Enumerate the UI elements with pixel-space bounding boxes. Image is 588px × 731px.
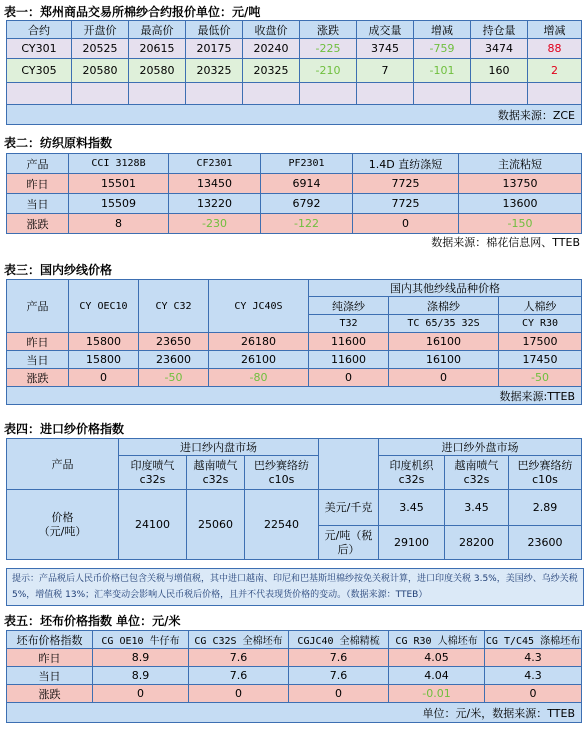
header-cell: 产品	[7, 154, 69, 174]
cell: 88	[528, 39, 582, 59]
cell: 昨日	[7, 174, 69, 194]
header-cell: CY JC40S	[209, 280, 309, 333]
header-cell: CY OEC10	[69, 280, 139, 333]
cell: 16100	[389, 333, 499, 351]
cell: 涨跌	[7, 214, 69, 234]
header-cell: 产品	[7, 280, 69, 333]
header-cell: 收盘价	[243, 21, 300, 39]
header-cell: 印度机织 c32s	[379, 456, 445, 490]
cell: 涨跌	[7, 369, 69, 387]
cell: 4.3	[485, 649, 582, 667]
cell: 涨跌	[7, 685, 93, 703]
header-cell: 越南喷气 c32s	[445, 456, 509, 490]
header-cell: 最高价	[129, 21, 186, 39]
cell: 7.6	[189, 667, 289, 685]
table5-title: 表五：坯布价格指数 单位：元/米	[4, 614, 181, 628]
header-cell: CY C32	[139, 280, 209, 333]
cell: 4.3	[485, 667, 582, 685]
cell: 7	[357, 59, 414, 83]
cell: 当日	[7, 351, 69, 369]
header-cell: 持仓量	[471, 21, 528, 39]
cell: 29100	[379, 526, 445, 560]
table-row	[7, 369, 582, 387]
cell: 7.6	[289, 649, 389, 667]
cell: 20525	[72, 39, 129, 59]
table-row	[7, 490, 582, 526]
domestic-yarn-price-table	[6, 279, 582, 405]
header-cell: T32	[309, 315, 389, 333]
header-cell: CCI 3128B	[69, 154, 169, 174]
header-cell: 成交量	[357, 21, 414, 39]
header-cell: 1.4D 直纺涤短	[353, 154, 459, 174]
price-label: 价格 （元/吨）	[7, 490, 119, 560]
cell: 17500	[499, 333, 582, 351]
header-cell: CF2301	[169, 154, 261, 174]
cell: 0	[93, 685, 189, 703]
cell: 24100	[119, 490, 187, 560]
header-cell: 巴纱赛络纺 c10s	[509, 456, 582, 490]
table-row	[7, 333, 582, 351]
cell: 0	[189, 685, 289, 703]
raw-material-index-table	[6, 153, 582, 234]
header-cell: 产品	[7, 439, 119, 490]
header-cell: 涨跌	[300, 21, 357, 39]
cell: 3745	[357, 39, 414, 59]
cell: 0	[353, 214, 459, 234]
cell: -0.01	[389, 685, 485, 703]
cell: 15800	[69, 351, 139, 369]
table-row	[7, 39, 582, 59]
cell: 25060	[187, 490, 245, 560]
cell: 20325	[186, 59, 243, 83]
cell: -50	[499, 369, 582, 387]
cell: 20580	[72, 59, 129, 83]
futures-quote-table	[6, 20, 582, 125]
header-cell: 增减	[528, 21, 582, 39]
cell: -122	[261, 214, 353, 234]
source-note: 数据来源：ZCE	[7, 105, 582, 125]
header-cell: CY R30	[499, 315, 582, 333]
table2-title: 表二：纺织原料指数	[4, 136, 113, 150]
table-row	[7, 667, 582, 685]
cell: 15800	[69, 333, 139, 351]
cell: 3474	[471, 39, 528, 59]
cell: 8.9	[93, 649, 189, 667]
imported-yarn-index-table	[6, 438, 582, 560]
source-note: 数据来源:TTEB	[7, 387, 582, 405]
header-cell: 坯布价格指数	[7, 631, 93, 649]
header-cell: 涤棉纱	[389, 297, 499, 315]
group-header: 国内其他纱线品种价格	[309, 280, 582, 297]
cell: -50	[139, 369, 209, 387]
header-cell: 巴纱赛络纺 c10s	[245, 456, 319, 490]
cell: 8.9	[93, 667, 189, 685]
cell: 26100	[209, 351, 309, 369]
cell: -759	[414, 39, 471, 59]
cell: 0	[289, 685, 389, 703]
cell: 13220	[169, 194, 261, 214]
cell: 28200	[445, 526, 509, 560]
cell: 7725	[353, 174, 459, 194]
header-cell: CG T/C45 涤棉坯布	[485, 631, 582, 649]
group-header: 进口纱内盘市场	[119, 439, 319, 456]
cell: 昨日	[7, 333, 69, 351]
cell: 0	[485, 685, 582, 703]
header-cell: 开盘价	[72, 21, 129, 39]
cell: 0	[309, 369, 389, 387]
table4-title: 表四：进口纱价格指数	[4, 422, 125, 436]
table1-title: 表一：郑州商品交易所棉纱合约报价单位：元/吨	[4, 5, 261, 19]
cell: 16100	[389, 351, 499, 369]
cell: -210	[300, 59, 357, 83]
cell: 4.05	[389, 649, 485, 667]
cell: 26180	[209, 333, 309, 351]
header-cell: 主流粘短	[459, 154, 582, 174]
cell: 13600	[459, 194, 582, 214]
header-cell: 纯涤纱	[309, 297, 389, 315]
group-header: 进口纱外盘市场	[379, 439, 582, 456]
header-cell: 越南喷气 c32s	[187, 456, 245, 490]
header-cell: CG C32S 全棉坯布	[189, 631, 289, 649]
header-cell: 印度喷气 c32s	[119, 456, 187, 490]
table-row	[7, 351, 582, 369]
cell: 11600	[309, 351, 389, 369]
cell: 20325	[243, 59, 300, 83]
cell: -230	[169, 214, 261, 234]
header-cell: 人棉纱	[499, 297, 582, 315]
unit-label: 元/吨（税后）	[319, 526, 379, 560]
cell: 当日	[7, 667, 93, 685]
cell: 6792	[261, 194, 353, 214]
cell: 20240	[243, 39, 300, 59]
header-cell: 增减	[414, 21, 471, 39]
cell: 4.04	[389, 667, 485, 685]
header-cell: 合约	[7, 21, 72, 39]
cell: CY305	[7, 59, 72, 83]
header-cell: CG OE10 牛仔布	[93, 631, 189, 649]
cell: -150	[459, 214, 582, 234]
cell: CY301	[7, 39, 72, 59]
cell: -80	[209, 369, 309, 387]
cell: 23650	[139, 333, 209, 351]
table-row	[7, 83, 582, 105]
cell: 2	[528, 59, 582, 83]
header-cell: PF2301	[261, 154, 353, 174]
cell: 0	[69, 369, 139, 387]
cell: 0	[389, 369, 499, 387]
table-row	[7, 174, 582, 194]
source-note: 单位：元/米，数据来源：TTEB	[7, 703, 582, 723]
cell: 23600	[509, 526, 582, 560]
table-row	[7, 59, 582, 83]
unit-label: 美元/千克	[319, 490, 379, 526]
cell: 20175	[186, 39, 243, 59]
tax-note: 提示：产品税后人民币价格已包含关税与增值税，其中进口越南、印尼和巴基斯坦棉纱按免关税计算，进口印度关税 3.5%，美国纱、乌纱关税 5%，增值税 13%；汇率变动会影响人民币税后价格，且并不代表现货价格的变动。（数据来源：TTEB）	[6, 568, 584, 606]
cell: 7725	[353, 194, 459, 214]
source-note: 数据来源：棉花信息网、TTEB	[431, 236, 580, 249]
header-cell: 最低价	[186, 21, 243, 39]
table-row	[7, 649, 582, 667]
header-cell: CG R30 人棉坯布	[389, 631, 485, 649]
cell: 11600	[309, 333, 389, 351]
cell: 3.45	[379, 490, 445, 526]
cell: 15501	[69, 174, 169, 194]
cell: 13450	[169, 174, 261, 194]
cell: 6914	[261, 174, 353, 194]
cell: 7.6	[289, 667, 389, 685]
cell: 15509	[69, 194, 169, 214]
cell: 2.89	[509, 490, 582, 526]
cell: 13750	[459, 174, 582, 194]
cell: -101	[414, 59, 471, 83]
table-row	[7, 685, 582, 703]
table-row	[7, 214, 582, 234]
cell: 20580	[129, 59, 186, 83]
cell: 3.45	[445, 490, 509, 526]
header-cell: TC 65/35 32S	[389, 315, 499, 333]
cell: 17450	[499, 351, 582, 369]
cell: 22540	[245, 490, 319, 560]
table-row	[7, 194, 582, 214]
cell: 23600	[139, 351, 209, 369]
cell: 160	[471, 59, 528, 83]
cell: 当日	[7, 194, 69, 214]
cell: 7.6	[189, 649, 289, 667]
cell: 20615	[129, 39, 186, 59]
table3-title: 表三：国内纱线价格	[4, 263, 113, 277]
grey-fabric-index-table	[6, 630, 582, 723]
cell: -225	[300, 39, 357, 59]
cell: 8	[69, 214, 169, 234]
cell: 昨日	[7, 649, 93, 667]
header-cell: CGJC40 全棉精梳	[289, 631, 389, 649]
